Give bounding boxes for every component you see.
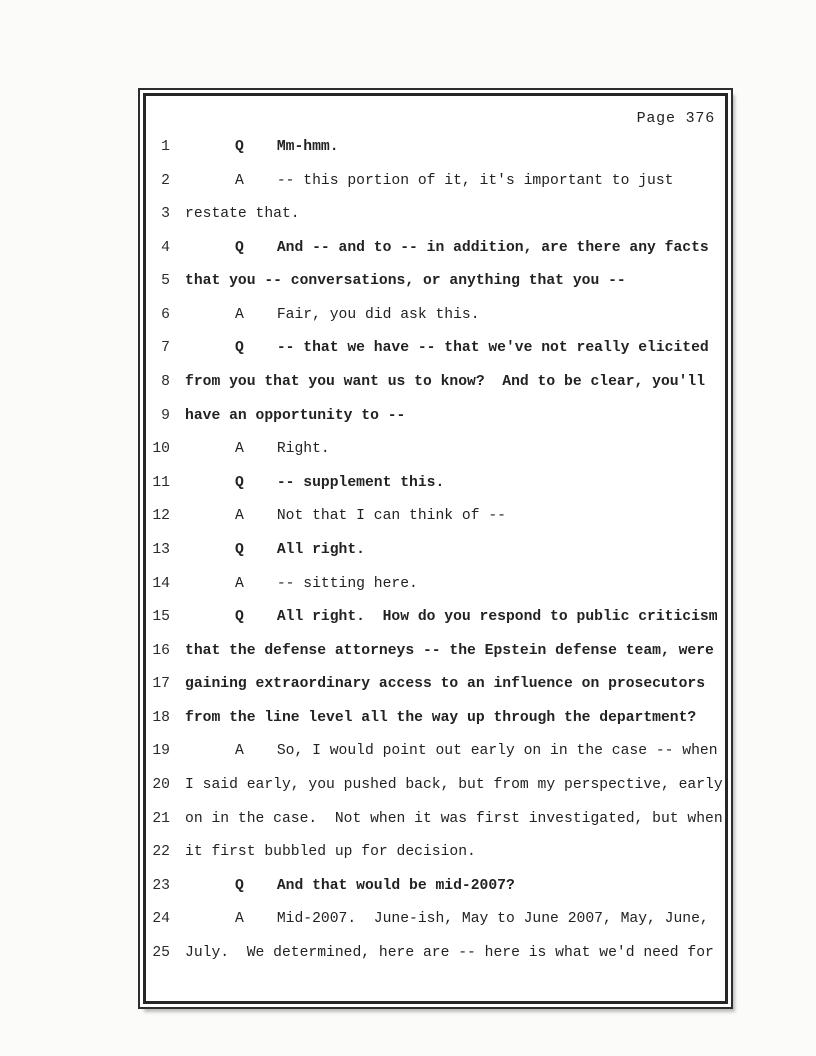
speaker-marker: A	[235, 306, 244, 323]
line-content	[185, 903, 709, 937]
line-text: restate that.	[185, 206, 300, 223]
line-content	[185, 198, 300, 232]
transcript-line	[146, 198, 725, 232]
line-number: 11	[152, 474, 170, 491]
line-number: 2	[161, 172, 170, 189]
line-text: -- this portion of it, it's important to just	[276, 172, 674, 189]
line-text: So, I would point out early on in the case -- when	[276, 743, 718, 760]
line-number: 22	[152, 844, 170, 861]
transcript-line	[146, 500, 725, 534]
line-number: 15	[152, 609, 170, 626]
transcript-line	[146, 735, 725, 769]
line-text: Mid-2007. June-ish, May to June 2007, May, June,	[276, 911, 709, 928]
transcript-body	[146, 131, 725, 970]
line-number: 4	[161, 239, 170, 256]
transcript-line	[146, 568, 725, 602]
line-text: that you -- conversations, or anything that you --	[185, 273, 626, 290]
line-content	[185, 668, 705, 702]
line-text: that the defense attorneys -- the Epstein defense team, were	[185, 642, 714, 659]
speaker-marker: A	[235, 172, 244, 189]
transcript-line	[146, 903, 725, 937]
line-number: 16	[152, 642, 170, 659]
transcript-line	[146, 937, 725, 971]
line-number: 24	[152, 911, 170, 928]
transcript-line	[146, 803, 725, 837]
line-content	[185, 870, 515, 904]
line-text: gaining extraordinary access to an influence on prosecutors	[185, 676, 706, 693]
line-number: 7	[161, 340, 170, 357]
speaker-marker: A	[235, 508, 244, 525]
line-content	[185, 836, 476, 870]
line-text: from you that you want us to know? And to be clear, you'll	[185, 374, 706, 391]
speaker-marker: Q	[235, 541, 244, 558]
line-content	[185, 232, 709, 266]
speaker-marker: A	[235, 441, 244, 458]
line-number: 8	[161, 374, 170, 391]
line-number: 5	[161, 273, 170, 290]
page-number: Page 376	[636, 110, 715, 127]
line-number: 17	[152, 676, 170, 693]
line-text: All right. How do you respond to public criticism	[276, 609, 718, 626]
line-text: on in the case. Not when it was first investigated, but when	[185, 810, 723, 827]
transcript-line	[146, 299, 725, 333]
line-number: 21	[152, 810, 170, 827]
transcript-line	[146, 332, 725, 366]
line-number: 18	[152, 709, 170, 726]
line-content	[185, 467, 444, 501]
line-content	[185, 735, 718, 769]
line-number: 23	[152, 877, 170, 894]
line-content	[185, 601, 718, 635]
line-content	[185, 433, 330, 467]
speaker-marker: Q	[235, 239, 244, 256]
transcript-line	[146, 635, 725, 669]
line-content	[185, 937, 714, 971]
line-text: -- sitting here.	[276, 575, 418, 592]
line-number: 6	[161, 306, 170, 323]
speaker-marker: Q	[235, 139, 244, 155]
line-content	[185, 131, 339, 165]
transcript-line	[146, 534, 725, 568]
speaker-marker: Q	[235, 609, 244, 626]
line-text: have an opportunity to --	[185, 407, 406, 424]
line-number: 1	[161, 139, 170, 155]
transcript-line	[146, 400, 725, 434]
line-text: -- that we have -- that we've not really elicited	[276, 340, 709, 357]
line-content	[185, 568, 418, 602]
transcript-line	[146, 433, 725, 467]
line-content	[185, 534, 365, 568]
speaker-marker: Q	[235, 474, 244, 491]
transcript-line	[146, 769, 725, 803]
line-number: 20	[152, 776, 170, 793]
line-text: I said early, you pushed back, but from my perspective, early	[185, 776, 723, 793]
transcript-line	[146, 467, 725, 501]
line-content	[185, 500, 506, 534]
line-text: it first bubbled up for decision.	[185, 844, 476, 861]
speaker-marker: A	[235, 743, 244, 760]
transcript-line	[146, 165, 725, 199]
transcript-line	[146, 131, 725, 165]
line-number: 13	[152, 541, 170, 558]
line-number: 19	[152, 743, 170, 760]
speaker-marker: A	[235, 575, 244, 592]
transcript-line	[146, 232, 725, 266]
transcript-line	[146, 668, 725, 702]
page-inner-border	[143, 93, 728, 1004]
speaker-marker: A	[235, 911, 244, 928]
line-content	[185, 769, 723, 803]
line-content	[185, 702, 696, 736]
speaker-marker: Q	[235, 877, 244, 894]
line-number: 25	[152, 944, 170, 961]
line-content	[185, 366, 705, 400]
line-content	[185, 299, 480, 333]
line-number: 9	[161, 407, 170, 424]
transcript-line	[146, 601, 725, 635]
line-text: from the line level all the way up through the department?	[185, 709, 697, 726]
line-text: All right.	[276, 541, 365, 558]
line-text: Fair, you did ask this.	[276, 306, 480, 323]
line-number: 3	[161, 206, 170, 223]
line-text: -- supplement this.	[276, 474, 445, 491]
line-content	[185, 400, 405, 434]
transcript-line	[146, 702, 725, 736]
transcript-line	[146, 265, 725, 299]
line-text: And that would be mid-2007?	[276, 877, 515, 894]
line-text: Mm-hmm.	[276, 139, 339, 155]
transcript-page-frame	[138, 88, 733, 1009]
line-number: 12	[152, 508, 170, 525]
line-text: Not that I can think of --	[276, 508, 506, 525]
line-text: And -- and to -- in addition, are there any facts	[276, 239, 709, 256]
line-content	[185, 265, 626, 299]
transcript-line	[146, 366, 725, 400]
line-content	[185, 165, 673, 199]
line-text: Right.	[276, 441, 330, 458]
line-content	[185, 635, 714, 669]
line-text: July. We determined, here are -- here is what we'd need for	[185, 944, 714, 961]
line-content	[185, 803, 723, 837]
line-content	[185, 332, 709, 366]
speaker-marker: Q	[235, 340, 244, 357]
line-number: 10	[152, 441, 170, 458]
transcript-line	[146, 870, 725, 904]
line-number: 14	[152, 575, 170, 592]
transcript-line	[146, 836, 725, 870]
